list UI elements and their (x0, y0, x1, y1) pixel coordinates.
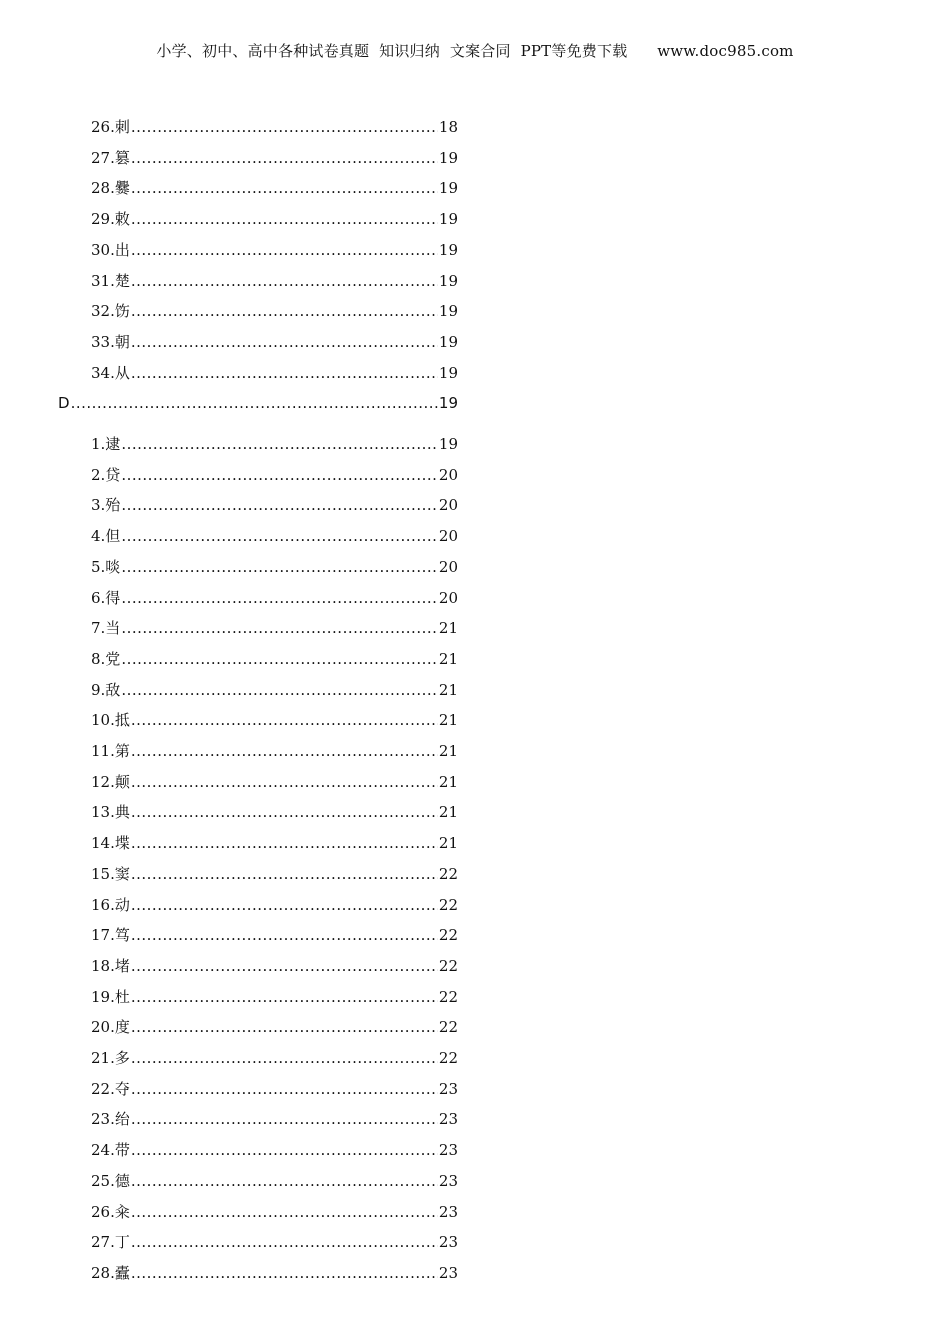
toc-entry-label: 28.蠹 (91, 1264, 130, 1282)
toc-entry-page-number: 22 (438, 926, 458, 944)
toc-entry-page-number: 19 (438, 149, 458, 167)
toc-entry[interactable] (91, 832, 458, 854)
dot-leader (121, 587, 438, 609)
dot-leader (131, 1262, 438, 1284)
toc-entry-label: 27.篡 (91, 149, 130, 167)
toc-entry-page-number: 23 (438, 1080, 458, 1098)
toc-entry-page-number: 22 (438, 957, 458, 975)
toc-entry[interactable] (91, 1231, 458, 1253)
toc-entry-label: 25.德 (91, 1172, 130, 1190)
toc-entry-page-number: 21 (438, 650, 458, 668)
toc-entry-label: 18.堵 (91, 957, 130, 975)
toc-entry-page-number: 23 (438, 1264, 458, 1282)
toc-entry-page-number: 23 (438, 1233, 458, 1251)
dot-leader (131, 771, 438, 793)
toc-entry-label: 26.刺 (91, 118, 130, 136)
toc-entry[interactable] (91, 986, 458, 1008)
toc-entry-label: 12.颠 (91, 773, 130, 791)
toc-entry[interactable] (91, 116, 458, 138)
toc-entry-page-number: 22 (438, 865, 458, 883)
toc-entry-page-number: 20 (438, 466, 458, 484)
dot-leader (121, 494, 438, 516)
toc-entry-page-number: 18 (438, 118, 458, 136)
toc-entry[interactable] (91, 331, 458, 353)
dot-leader (131, 1108, 438, 1130)
dot-leader (131, 239, 438, 261)
dot-leader (131, 1201, 438, 1223)
toc-entry[interactable] (91, 239, 458, 261)
dot-leader (71, 392, 438, 414)
dot-leader (131, 1078, 438, 1100)
toc-entry-label: 26.籴 (91, 1203, 130, 1221)
toc-entry[interactable] (91, 1108, 458, 1130)
toc-entry-page-number: 20 (438, 496, 458, 514)
dot-leader (131, 270, 438, 292)
toc-entry[interactable] (91, 740, 458, 762)
toc-entry[interactable] (91, 433, 458, 455)
toc-entry[interactable] (91, 494, 458, 516)
toc-entry[interactable] (91, 679, 458, 701)
dot-leader (131, 801, 438, 823)
dot-leader (131, 362, 438, 384)
toc-entry-label: 15.窦 (91, 865, 130, 883)
toc-entry-label: 32.饬 (91, 302, 130, 320)
toc-entry-page-number: 22 (438, 988, 458, 1006)
toc-entry-label: 27.丁 (91, 1233, 130, 1251)
toc-entry-page-number: 19 (438, 272, 458, 290)
dot-leader (121, 679, 438, 701)
toc-entry-page-number: 19 (438, 302, 458, 320)
dot-leader (131, 1016, 438, 1038)
toc-entry-page-number: 20 (438, 589, 458, 607)
dot-leader (131, 832, 438, 854)
toc-entry[interactable] (91, 177, 458, 199)
toc-entry-label: 28.爨 (91, 179, 130, 197)
toc-entry-label: 7.当 (91, 619, 121, 637)
toc-entry[interactable] (91, 894, 458, 916)
toc-entry-label: 2.贷 (91, 466, 121, 484)
toc-entry-label: 9.敌 (91, 681, 121, 699)
toc-entry-page-number: 23 (438, 1203, 458, 1221)
toc-entry-label: 14.堞 (91, 834, 130, 852)
toc-entry-page-number: 23 (438, 1172, 458, 1190)
toc-entry-page-number: 19 (438, 179, 458, 197)
dot-leader (131, 331, 438, 353)
toc-entry[interactable] (91, 208, 458, 230)
toc-entry[interactable] (91, 362, 458, 384)
toc-entry-label: 4.但 (91, 527, 121, 545)
toc-entry-page-number: 23 (438, 1110, 458, 1128)
toc-entry-label: 23.绐 (91, 1110, 130, 1128)
dot-leader (131, 740, 438, 762)
toc-section-entry[interactable] (58, 392, 458, 414)
toc-entry[interactable] (91, 617, 458, 639)
toc-entry-page-number: 22 (438, 1018, 458, 1036)
toc-entry-label: 11.第 (91, 742, 130, 760)
dot-leader (121, 556, 438, 578)
toc-entry[interactable] (91, 1201, 458, 1223)
toc-entry-label: 17.笃 (91, 926, 130, 944)
toc-entry-page-number: 21 (438, 619, 458, 637)
dot-leader (131, 300, 438, 322)
dot-leader (131, 208, 438, 230)
toc-entry-page-number: 19 (438, 333, 458, 351)
toc-entry[interactable] (91, 1262, 458, 1284)
dot-leader (131, 894, 438, 916)
toc-entry-page-number: 19 (438, 394, 458, 412)
toc-entry-label: 31.楚 (91, 272, 130, 290)
toc-entry[interactable] (91, 955, 458, 977)
toc-entry-label: 8.党 (91, 650, 121, 668)
toc-entry[interactable] (91, 1170, 458, 1192)
toc-entry[interactable] (91, 587, 458, 609)
toc-entry-page-number: 19 (438, 435, 458, 453)
dot-leader (131, 116, 438, 138)
toc-entry-page-number: 21 (438, 681, 458, 699)
dot-leader (131, 1231, 438, 1253)
toc-entry-label: 10.抵 (91, 711, 130, 729)
toc-entry-page-number: 21 (438, 711, 458, 729)
toc-entry-page-number: 20 (438, 558, 458, 576)
toc-entry-page-number: 19 (438, 210, 458, 228)
dot-leader (121, 525, 438, 547)
toc-entry-page-number: 22 (438, 896, 458, 914)
toc-entry[interactable] (91, 863, 458, 885)
toc-entry[interactable] (91, 1047, 458, 1069)
page-header: 小学、初中、高中各种试卷真题 知识归纳 文案合同 PPT等免费下载 www.doc985.com (156, 42, 794, 60)
dot-leader (131, 709, 438, 731)
toc-entry-label: 29.敕 (91, 210, 130, 228)
dot-leader (121, 464, 438, 486)
toc-entry-label: 13.典 (91, 803, 130, 821)
toc-entry-label: 20.度 (91, 1018, 130, 1036)
toc-entry-page-number: 21 (438, 742, 458, 760)
toc-entry-page-number: 19 (438, 364, 458, 382)
toc-entry-label: 34.从 (91, 364, 130, 382)
toc-entry[interactable] (91, 924, 458, 946)
toc-entry-page-number: 23 (438, 1141, 458, 1159)
toc-entry-page-number: 19 (438, 241, 458, 259)
toc-entry[interactable] (91, 556, 458, 578)
toc-entry[interactable] (91, 1139, 458, 1161)
toc-entry[interactable] (91, 300, 458, 322)
toc-entry-page-number: 21 (438, 803, 458, 821)
toc-entry[interactable] (91, 147, 458, 169)
toc-entry-page-number: 22 (438, 1049, 458, 1067)
dot-leader (121, 617, 438, 639)
dot-leader (131, 986, 438, 1008)
toc-entry-label: 1.逮 (91, 435, 121, 453)
toc-entry-label: 16.动 (91, 896, 130, 914)
dot-leader (131, 177, 438, 199)
toc-entry[interactable] (91, 1016, 458, 1038)
dot-leader (131, 1139, 438, 1161)
toc-entry-label: 21.多 (91, 1049, 130, 1067)
toc-entry-page-number: 20 (438, 527, 458, 545)
toc-entry-page-number: 21 (438, 834, 458, 852)
toc-entry-label: 5.啖 (91, 558, 121, 576)
toc-entry-label: 30.出 (91, 241, 130, 259)
toc-entry-label: 3.殆 (91, 496, 121, 514)
dot-leader (131, 924, 438, 946)
toc-entry[interactable] (91, 464, 458, 486)
toc-entry-label: 24.带 (91, 1141, 130, 1159)
toc-entry-label: 33.朝 (91, 333, 130, 351)
toc-entry-label: 22.夺 (91, 1080, 130, 1098)
dot-leader (131, 1047, 438, 1069)
toc-entry[interactable] (91, 1078, 458, 1100)
dot-leader (131, 863, 438, 885)
toc-entry[interactable] (91, 801, 458, 823)
toc-entry-page-number: 21 (438, 773, 458, 791)
toc-entry[interactable] (91, 771, 458, 793)
dot-leader (131, 147, 438, 169)
toc-entry-label: D (58, 394, 70, 412)
dot-leader (121, 433, 438, 455)
dot-leader (121, 648, 438, 670)
toc-entry[interactable] (91, 525, 458, 547)
toc-entry[interactable] (91, 270, 458, 292)
dot-leader (131, 955, 438, 977)
toc-entry[interactable] (91, 709, 458, 731)
dot-leader (131, 1170, 438, 1192)
toc-entry-label: 6.得 (91, 589, 121, 607)
toc-entry[interactable] (91, 648, 458, 670)
toc-entry-label: 19.杜 (91, 988, 130, 1006)
